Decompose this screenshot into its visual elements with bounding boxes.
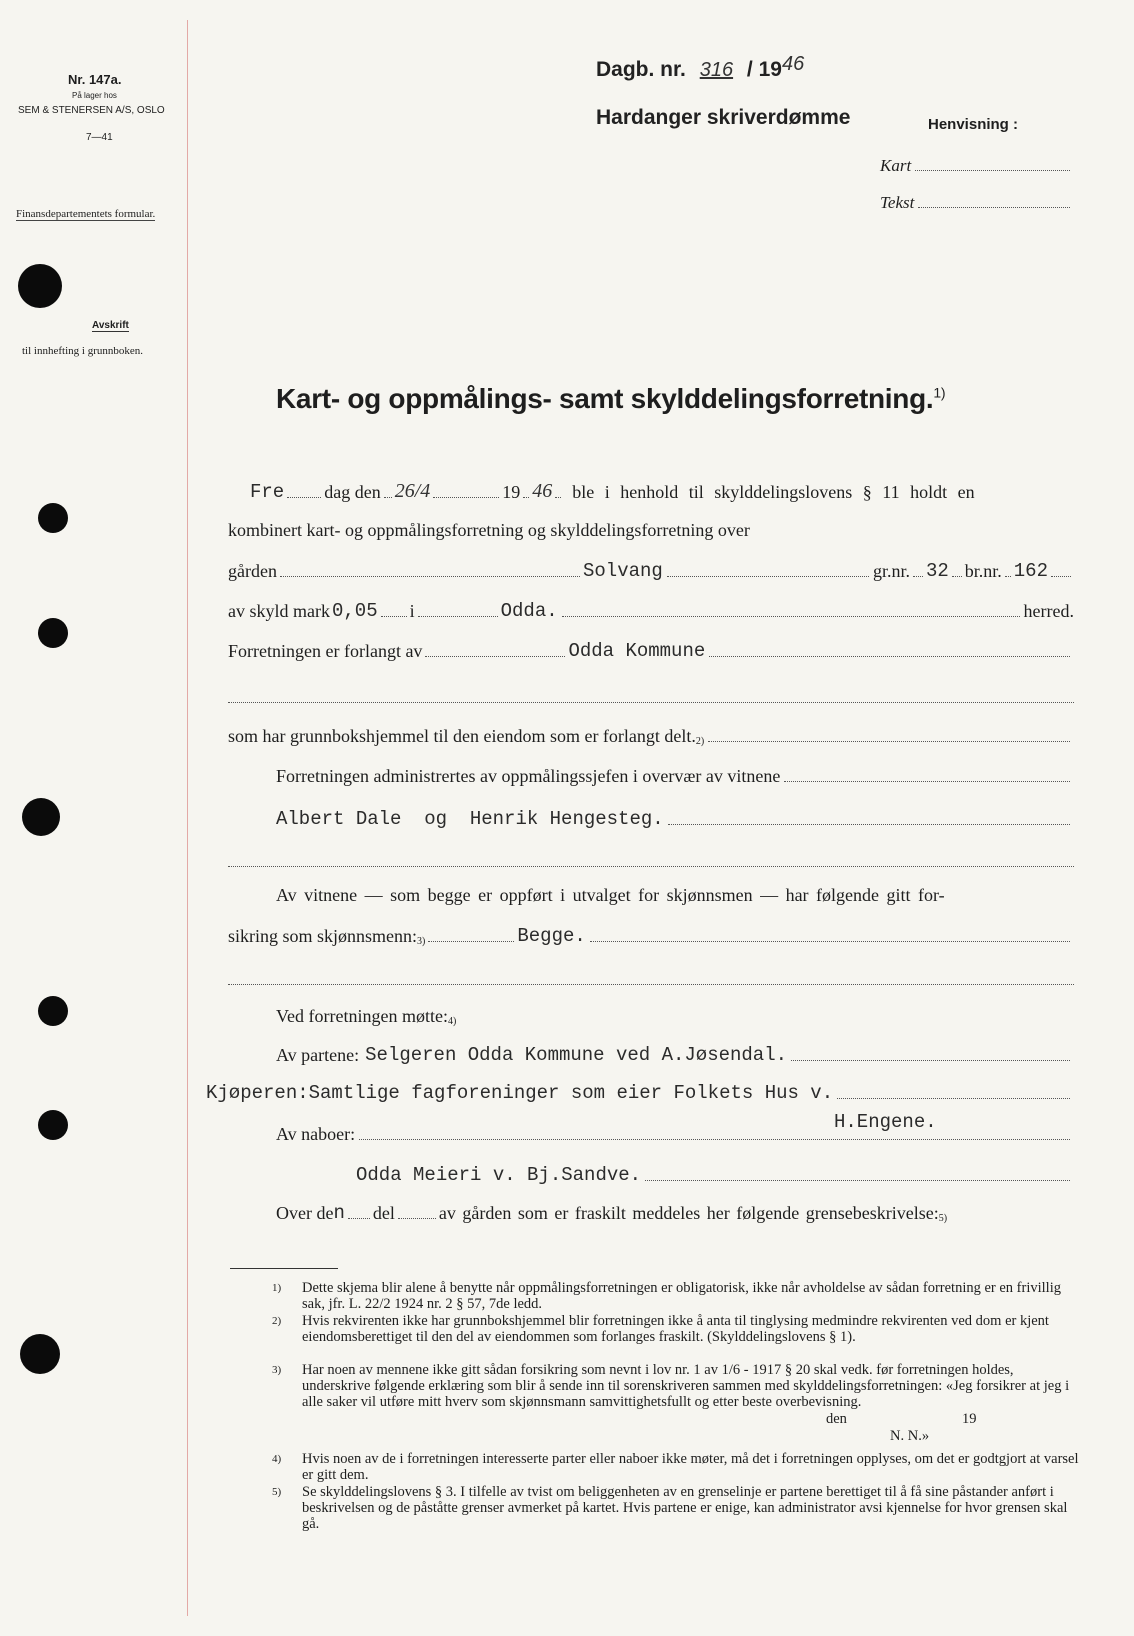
tax-label: av skyld mark bbox=[228, 601, 330, 621]
buyer-value: Kjøperen:Samtlige fagforeninger som eier Folkets Hus v. bbox=[206, 1082, 834, 1104]
boundary-n-value: n bbox=[333, 1202, 345, 1224]
title-holder-row bbox=[228, 726, 1074, 747]
attendance-footnote-ref: 4) bbox=[447, 1016, 457, 1027]
buyer-representative-value: H.Engene. bbox=[834, 1111, 937, 1133]
administrator-text: Forretningen administrertes av oppmålingssjefen i overvær av vitnene bbox=[276, 766, 781, 786]
date-value: 26/4 bbox=[394, 480, 431, 502]
title-footnote-ref: 1) bbox=[933, 384, 946, 401]
text-reference-label: Tekst bbox=[880, 193, 915, 212]
punch-hole bbox=[38, 996, 68, 1026]
municipality-value: Odda. bbox=[500, 600, 558, 622]
requester-label: Forretningen er forlangt av bbox=[228, 641, 423, 661]
tax-value: 0,05 bbox=[331, 600, 378, 622]
journal-number: 316 bbox=[699, 59, 734, 81]
title-holder-text: som har grunnbokshjemmel til den eiendom som er forlangt delt. bbox=[228, 726, 696, 746]
administrator-row bbox=[276, 766, 1074, 787]
seller-value: Selgeren Odda Kommune ved A.Jøsendal. bbox=[365, 1044, 788, 1066]
journal-stamp bbox=[596, 53, 805, 82]
court-office-stamp: Hardanger skriverdømme bbox=[596, 106, 851, 129]
assessor-label: sikring som skjønnsmenn: bbox=[228, 926, 418, 946]
tax-row bbox=[228, 600, 1074, 622]
year-value: 46 bbox=[532, 480, 553, 502]
assessor-row bbox=[228, 925, 1074, 947]
witnesses-row bbox=[228, 808, 1074, 830]
parties-label: Av partene: bbox=[276, 1045, 360, 1065]
attendance-row bbox=[276, 1006, 1074, 1027]
journal-number-label: Dagb. nr. bbox=[596, 58, 686, 81]
attendance-label: Ved forretningen møtte: bbox=[276, 1006, 448, 1026]
farm-name-value: Solvang bbox=[582, 560, 663, 582]
document-title-text: Kart- og oppmålings- samt skylddelingsforretning. bbox=[276, 383, 934, 414]
neighbours-label: Av naboer: bbox=[276, 1124, 356, 1144]
day-label: dag den bbox=[324, 482, 381, 502]
copy-label: Avskrift bbox=[92, 320, 129, 331]
footnote-number: 1) bbox=[272, 1282, 282, 1294]
punch-hole bbox=[18, 264, 62, 308]
department-label: Finansdepartementets formular. bbox=[16, 208, 156, 220]
assessor-text: Av vitnene — som begge er oppført i utvalget for skjønnsmen — har følgende gitt for- bbox=[276, 885, 945, 905]
map-reference-row bbox=[880, 156, 1074, 176]
document-title bbox=[276, 383, 945, 415]
footnote-text: Hvis noen av de i forretningen interesserte parter eller naboer ikke møter, må det i forretningen opplyses, om det er godtgjort at varsel er gitt dem. bbox=[302, 1451, 1079, 1483]
footnote-number: 4) bbox=[272, 1453, 282, 1465]
blank-line bbox=[228, 984, 1074, 985]
print-code: 7—41 bbox=[86, 132, 113, 143]
boundary-row bbox=[276, 1202, 1074, 1224]
boundary-label-start: Over de bbox=[276, 1203, 334, 1223]
gnr-label: gr.nr. bbox=[872, 561, 910, 581]
parties-row bbox=[276, 1044, 1074, 1066]
footnote-3 bbox=[272, 1362, 1080, 1410]
witnesses-value: Albert Dale og Henrik Hengesteg. bbox=[276, 808, 664, 830]
publisher: SEM & STENERSEN A/S, OSLO bbox=[18, 105, 165, 116]
blank-line bbox=[228, 702, 1074, 703]
requester-row bbox=[228, 640, 1074, 662]
footnote-text: Dette skjema blir alene å benytte når oppmålingsforretningen er obligatorisk, ikke når avholdelse av sådan forretning er en frivillig sak, jfr. L. 22/2 1924 nr. 2 § 57, 7de ledd. bbox=[302, 1280, 1061, 1312]
farm-row bbox=[228, 560, 1074, 582]
punch-hole bbox=[20, 1334, 60, 1374]
publisher-prefix: På lager hos bbox=[72, 91, 117, 100]
copy-note: til innhefting i grunnboken. bbox=[22, 345, 143, 357]
footnote-3-den: den bbox=[826, 1411, 847, 1427]
punch-hole bbox=[22, 798, 60, 836]
footnote-separator bbox=[230, 1268, 338, 1269]
footnote-text: Se skylddelingslovens § 3. I tilfelle av tvist om beliggenheten av en grenselinje er partene berettiget til å få sine påstander anført i beskrivelsen og de påståtte grenser avmerket på kartet. Hvis partene er enige, kan administrator avsi kjennelse for hvor grensen skal gå. bbox=[302, 1484, 1068, 1532]
in-label: i bbox=[409, 601, 415, 621]
footnote-number: 3) bbox=[272, 1364, 282, 1376]
bnr-value: 162 bbox=[1013, 560, 1048, 582]
footnote-5 bbox=[272, 1484, 1080, 1532]
farm-label: gården bbox=[228, 561, 277, 581]
punch-hole bbox=[38, 1110, 68, 1140]
punch-hole bbox=[38, 503, 68, 533]
combined-text-row bbox=[228, 520, 1074, 541]
district-label: herred. bbox=[1023, 601, 1074, 621]
reference-label: Henvisning : bbox=[928, 116, 1019, 133]
text-reference-row bbox=[880, 193, 1074, 213]
footnote-2 bbox=[272, 1313, 1080, 1345]
blank-line bbox=[228, 866, 1074, 867]
date-row-text: ble i henhold til skylddelingslovens § 11 holdt en bbox=[572, 482, 975, 502]
neighbours-row bbox=[276, 1124, 1074, 1145]
footnote-1 bbox=[272, 1280, 1080, 1312]
footnote-3-year: 19 bbox=[962, 1411, 977, 1427]
footnote-number: 5) bbox=[272, 1486, 282, 1498]
boundary-label-rest: av gården som er fraskilt meddeles her følgende grensebeskrivelse: bbox=[438, 1203, 939, 1223]
footnote-3-signature: N. N.» bbox=[890, 1428, 930, 1444]
map-reference-label: Kart bbox=[880, 156, 912, 175]
assessor-value: Begge. bbox=[517, 925, 586, 947]
requester-value: Odda Kommune bbox=[568, 640, 706, 662]
bnr-label: br.nr. bbox=[964, 561, 1002, 581]
footnote-text: Hvis rekvirenten ikke har grunnbokshjemmel blir forretningen ikke å anta til tinglysing medmindre rekvirenten ved dom er kjent eiendomsberettiget til den del av eiendommen som forlanges fraskilt. (Skylddelingslovens § 1). bbox=[302, 1313, 1049, 1345]
punch-hole bbox=[38, 618, 68, 648]
footnote-number: 2) bbox=[272, 1315, 282, 1327]
title-holder-footnote-ref: 2) bbox=[695, 736, 705, 747]
footnote-4 bbox=[272, 1451, 1080, 1483]
combined-text: kombinert kart- og oppmålingsforretning og skylddelingsforretning over bbox=[228, 520, 750, 540]
assessor-text-row bbox=[276, 885, 1074, 906]
journal-year: 46 bbox=[781, 53, 805, 75]
margin-rule bbox=[187, 20, 188, 1616]
neighbour-value: Odda Meieri v. Bj.Sandve. bbox=[356, 1164, 642, 1186]
neighbour-row bbox=[228, 1164, 1074, 1186]
assessor-footnote-ref: 3) bbox=[417, 936, 426, 947]
buyer-row bbox=[206, 1082, 1074, 1104]
boundary-footnote-ref: 5) bbox=[938, 1213, 948, 1224]
form-number: Nr. 147a. bbox=[68, 72, 122, 87]
gnr-value: 32 bbox=[925, 560, 949, 582]
boundary-del-label: del bbox=[372, 1203, 395, 1223]
date-row bbox=[250, 480, 1074, 503]
footnote-text: Har noen av mennene ikke gitt sådan forsikring som nevnt i lov nr. 1 av 1/6 - 1917 § 20 skal vedk. før forretningen holdes, underskrive følgende erklæring som blir å sende inn til sorenskriveren sammen med skylddelingsforretningen: «Jeg forsikrer at jeg i alle saker vil utføre mitt hverv som skjønnsmann samvittighetsfullt og etter beste overbevisning. bbox=[302, 1362, 1070, 1410]
journal-year-prefix: / 19 bbox=[746, 58, 782, 81]
year-prefix: 19 bbox=[502, 482, 521, 502]
weekday-value: Fre bbox=[250, 481, 285, 503]
